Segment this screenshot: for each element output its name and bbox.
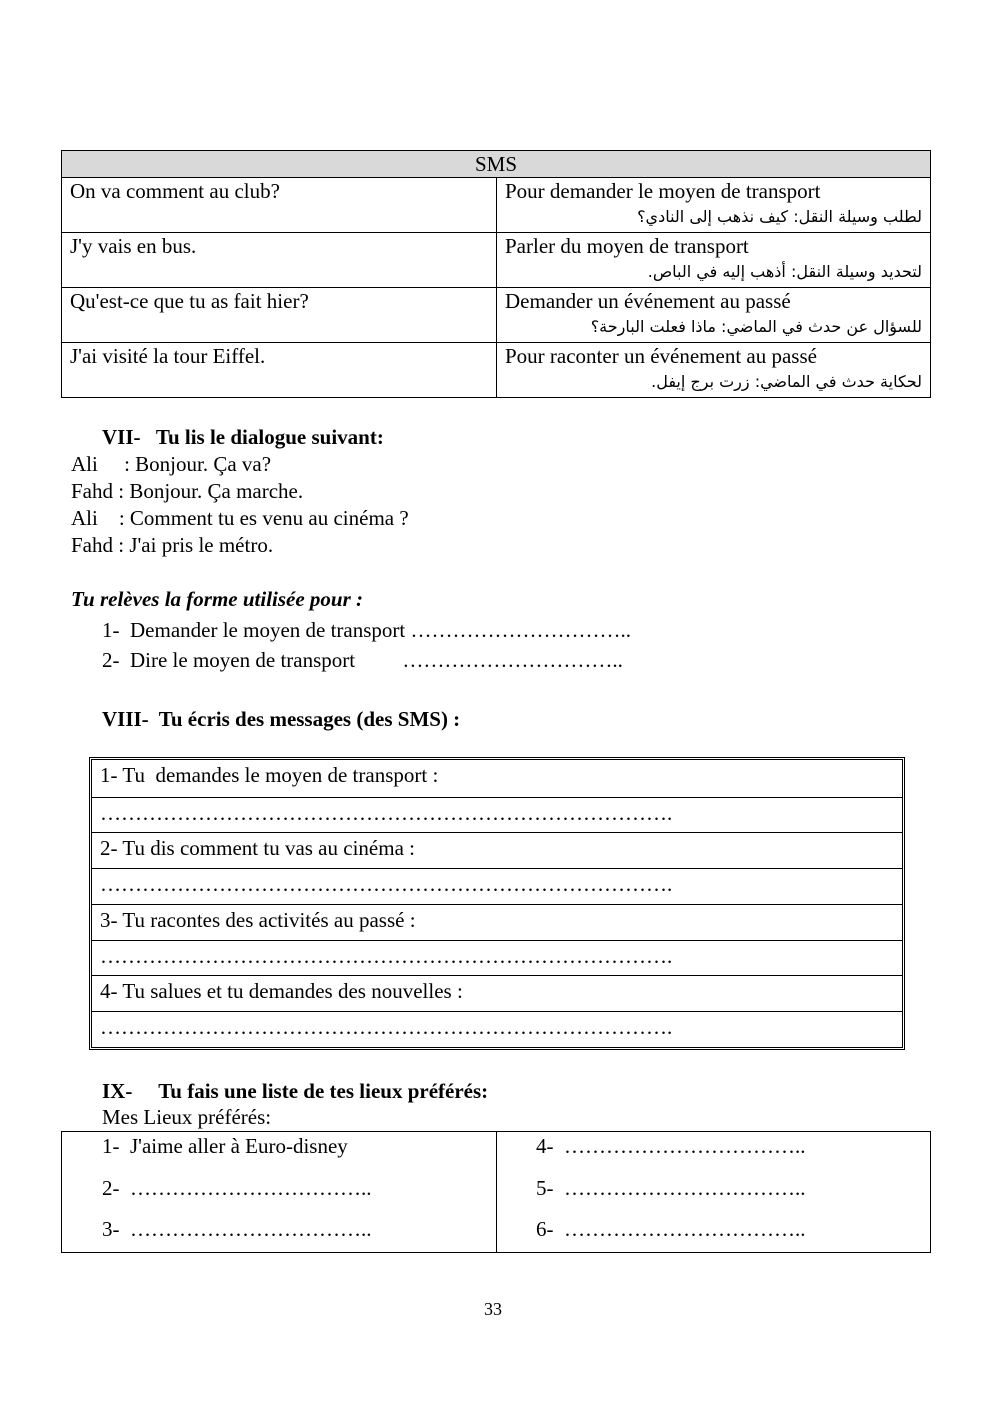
section-7-title: VII- Tu lis le dialogue suivant: [102, 425, 384, 449]
section-8-title: VIII- Tu écris des messages (des SMS) : [102, 707, 461, 731]
place-item-3[interactable]: 3- …………………………….. [102, 1217, 372, 1241]
sms-example: Qu'est-ce que tu as fait hier? [62, 288, 497, 343]
place-item-4[interactable]: 4- …………………………….. [536, 1134, 806, 1158]
sms-table [61, 150, 931, 398]
sms-example: On va comment au club? [62, 178, 497, 233]
sms-prompt-4: 4- Tu salues et tu demandes des nouvelles : [92, 976, 902, 1012]
sms-prompt-2: 2- Tu dis comment tu vas au cinéma : [92, 833, 902, 869]
table-row [62, 343, 931, 398]
function-french: Demander un événement au passé [505, 289, 791, 313]
sms-prompt-3: 3- Tu racontes des activités au passé : [92, 905, 902, 941]
sms-function [497, 233, 931, 288]
place-item-6[interactable]: 6- …………………………….. [536, 1217, 806, 1241]
sms-writing-box [89, 757, 905, 1050]
sms-example: J'y vais en bus. [62, 233, 497, 288]
page-number: 33 [484, 1299, 502, 1319]
section-7-instruction: Tu relèves la forme utilisée pour : [71, 587, 364, 611]
dialogue-line: Fahd : Bonjour. Ça marche. [71, 479, 304, 503]
dialogue-line: Ali : Bonjour. Ça va? [71, 452, 272, 476]
sms-answer-line-1[interactable]: ………………………………………………………………………. [92, 798, 902, 833]
function-french: Pour demander le moyen de transport [505, 179, 821, 203]
function-arabic: لطلب وسيلة النقل: كيف نذهب إلى النادي؟ [637, 207, 922, 226]
table-row [62, 288, 931, 343]
place-item-5[interactable]: 5- …………………………….. [536, 1176, 806, 1200]
question-1[interactable]: 1- Demander le moyen de transport ………………………….. [102, 618, 631, 642]
sms-function [497, 178, 931, 233]
sms-answer-line-3[interactable]: ………………………………………………………………………. [92, 941, 902, 976]
place-item-1: 1- J'aime aller à Euro-disney [102, 1134, 348, 1158]
dialogue-line: Ali : Comment tu es venu au cinéma ? [71, 506, 409, 530]
sms-function [497, 343, 931, 398]
question-2[interactable]: 2- Dire le moyen de transport ………………………….. [102, 648, 623, 672]
function-french: Pour raconter un événement au passé [505, 344, 817, 368]
column-divider [496, 1132, 497, 1252]
place-item-2[interactable]: 2- …………………………….. [102, 1176, 372, 1200]
function-arabic: لتحديد وسيلة النقل: أذهب إليه في الباص. [647, 262, 922, 281]
function-arabic: لحكاية حدث في الماضي: زرت برج إيفل. [651, 372, 922, 391]
sms-example: J'ai visité la tour Eiffel. [62, 343, 497, 398]
function-french: Parler du moyen de transport [505, 234, 749, 258]
dialogue-line: Fahd : J'ai pris le métro. [71, 533, 274, 557]
section-9-title: IX- Tu fais une liste de tes lieux préférés: [102, 1079, 489, 1103]
sms-prompt-1: 1- Tu demandes le moyen de transport : [92, 760, 902, 798]
sms-answer-line-2[interactable]: ………………………………………………………………………. [92, 869, 902, 905]
sms-table-header: SMS [62, 151, 931, 178]
function-arabic: للسؤال عن حدث في الماضي: ماذا فعلت البارحة؟ [590, 317, 922, 336]
sms-answer-line-4[interactable]: ………………………………………………………………………. [100, 1015, 673, 1039]
sms-function [497, 288, 931, 343]
favorite-places-table [61, 1131, 931, 1253]
table-row [62, 233, 931, 288]
section-9-subtitle: Mes Lieux préférés: [102, 1105, 272, 1129]
table-row [62, 178, 931, 233]
